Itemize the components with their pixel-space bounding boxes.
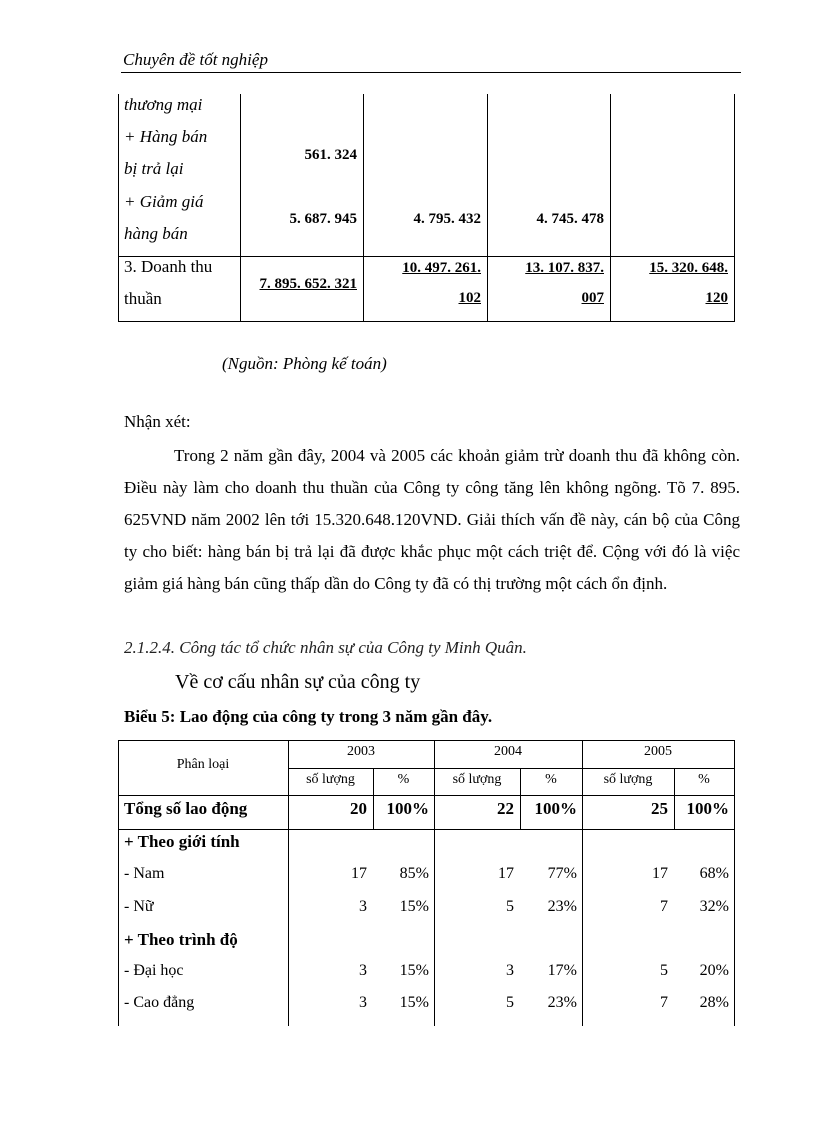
sub-header: %: [545, 772, 557, 787]
cell-value: 5: [506, 898, 514, 915]
cell-value: 3: [506, 962, 514, 979]
cell-value: 7. 895. 652. 321: [259, 276, 357, 292]
table-border: [118, 321, 735, 322]
cell-value: 100%: [386, 799, 429, 818]
row-label: + Giảm giá: [124, 192, 204, 211]
table-border: [610, 94, 611, 322]
cell-value: 5: [660, 962, 668, 979]
cell-value: 102: [458, 290, 481, 306]
cell-value: 23%: [547, 898, 577, 915]
cell-value: 13. 107. 837.: [525, 260, 604, 276]
cell-value: 68%: [699, 865, 729, 882]
cell-value: 7: [660, 898, 668, 915]
remark-paragraph: Trong 2 năm gần đây, 2004 và 2005 các khoản giảm trừ doanh thu đã không còn. Điều này làm cho doanh thu thuần của Công ty công tăng lên không ngõng. Tõ 7. 895. 625VND năm 2002 lên tới 15.320.648.120VND. Giải thích vấn đề này, cán bộ của Công ty cho biết: hàng bán bị trả lại đã được khắc phục một cách triệt để. Cộng với đó là việc giảm giá hàng bán cũng thấp dần do Công ty đã có thị trường một cách ổn định.: [124, 446, 740, 593]
group-title: + Theo trình độ: [124, 930, 238, 949]
cell-value: 100%: [534, 799, 577, 818]
cell-value: 20%: [699, 962, 729, 979]
table-border: [118, 740, 119, 1026]
row-label: - Đại học: [124, 962, 184, 979]
row-label: 3. Doanh thu: [124, 257, 213, 276]
cell-value: 17: [498, 865, 514, 882]
sub-header: số lượng: [452, 772, 502, 787]
cell-value: 561. 324: [304, 147, 357, 163]
year-header: 2005: [644, 744, 672, 759]
sub-header: %: [397, 772, 410, 787]
table-border: [487, 94, 488, 322]
table-caption: Biểu 5: Lao động của công ty trong 3 năm gần đây.: [124, 707, 493, 726]
cell-value: 22: [497, 799, 514, 818]
row-label: thuần: [124, 289, 162, 308]
year-header: 2003: [347, 744, 375, 759]
revenue-table: [118, 94, 735, 322]
table-border: [118, 94, 119, 322]
cell-value: 17: [351, 865, 367, 882]
cell-value: 3: [359, 898, 367, 915]
row-label: bị trả lại: [124, 159, 184, 178]
labor-table: [118, 740, 735, 1026]
table-border: [118, 740, 735, 741]
cell-value: 32%: [699, 898, 729, 915]
page-header-title: Chuyên đề tốt nghiệp: [123, 50, 268, 69]
cell-value: 100%: [686, 799, 729, 818]
cell-value: 17: [652, 865, 668, 882]
row-label: + Hàng bán: [124, 127, 208, 146]
cell-value: 15%: [399, 898, 429, 915]
table-border: [288, 768, 735, 769]
cell-value: 120: [705, 290, 728, 306]
table-border: [118, 795, 735, 796]
cell-value: 25: [651, 799, 668, 818]
table-border: [734, 94, 735, 322]
table-border: [363, 94, 364, 322]
cell-value: 15%: [399, 994, 429, 1011]
cell-value: 23%: [547, 994, 577, 1011]
remark-label: Nhận xét:: [124, 412, 191, 431]
cell-value: 77%: [547, 865, 577, 882]
total-label: Tổng số lao động: [124, 799, 248, 818]
row-label: - Cao đẳng: [124, 994, 195, 1011]
year-header: 2004: [494, 744, 522, 759]
sub-header: số lượng: [306, 772, 355, 787]
cell-value: 7: [660, 994, 668, 1011]
group-title: + Theo giới tính: [124, 832, 240, 851]
cell-value: 3: [359, 994, 367, 1011]
row-label: - Nữ: [124, 898, 154, 915]
cell-value: 85%: [399, 865, 429, 882]
cell-value: 4. 745. 478: [536, 211, 604, 227]
category-header: Phân loại: [176, 757, 230, 772]
table-border: [734, 740, 735, 1026]
cell-value: 4. 795. 432: [413, 211, 481, 227]
cell-value: 28%: [699, 994, 729, 1011]
row-label: - Nam: [124, 865, 165, 882]
source-note: (Nguồn: Phòng kế toán): [222, 354, 387, 373]
header-divider: [121, 72, 741, 73]
cell-value: 5. 687. 945: [289, 211, 357, 227]
table-border: [240, 94, 241, 322]
section-heading: 2.1.2.4. Công tác tổ chức nhân sự của Công ty Minh Quân.: [124, 638, 527, 657]
sub-header: số lượng: [603, 772, 653, 787]
table-border: [118, 829, 735, 830]
cell-value: 20: [350, 799, 367, 818]
row-label: hàng bán: [124, 224, 188, 243]
cell-value: 17%: [547, 962, 577, 979]
cell-value: 15%: [399, 962, 429, 979]
cell-value: 007: [581, 290, 604, 306]
cell-value: 3: [359, 962, 367, 979]
intro-line: Về cơ cấu nhân sự của công ty: [175, 671, 421, 693]
row-label: thương mại: [124, 95, 203, 114]
cell-value: 10. 497. 261.: [402, 260, 481, 276]
cell-value: 5: [506, 994, 514, 1011]
cell-value: 15. 320. 648.: [649, 260, 728, 276]
sub-header: %: [698, 772, 710, 787]
